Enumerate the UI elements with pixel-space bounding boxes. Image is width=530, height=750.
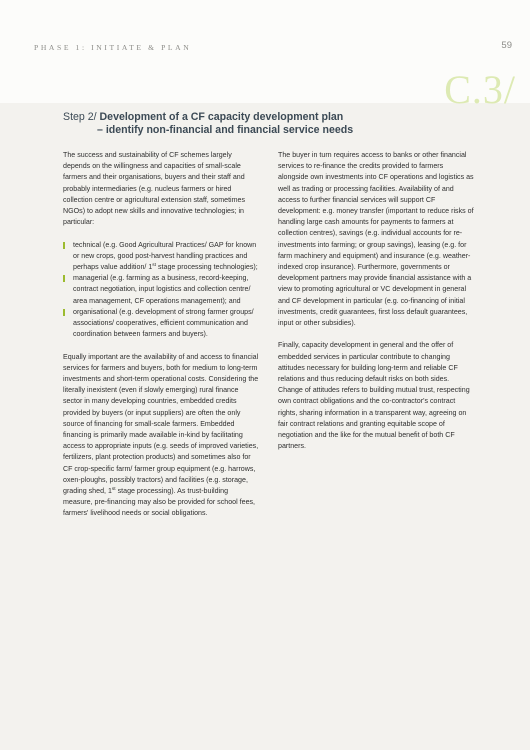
step-heading bbox=[63, 111, 483, 137]
running-header: PHASE 1: INITIATE & PLAN bbox=[34, 43, 192, 52]
list-item-text: organisational (e.g. development of strong farmer groups/ associations/ cooperatives, efficient communication and coordination between farmers and buyers). bbox=[73, 307, 254, 339]
step-title-line2: – identify non-financial and financial service needs bbox=[97, 124, 354, 136]
list-item-text: managerial (e.g. farming as a business, record-keeping, contract negotiation, input logistics and collection centre/ area management, CF operations management); and bbox=[73, 274, 251, 305]
left-column bbox=[63, 150, 259, 531]
list-item-text: technical (e.g. Good Agricultural Practices/ GAP for known or new crops, good post-harvest handling practices and perhaps value addition/ 1 bbox=[73, 240, 257, 272]
section-code: C.3/ bbox=[444, 67, 516, 112]
paragraph-text: Equally important are the availability of and access to financial services for farmers and buyers, both for medium to long-term investments and short-term operational costs. Considering the literally inexistent (even if slowly emerging) rural finance sector in many developing countries, embedded credits provided by buyers (or input suppliers) are often the only source of financing for small-scale farmers. Embedded financing is primarily made available in-kind by facilitating access to appropriate inputs (e.g. seeds of improved varieties, fertilizers, plant protection products) and sometimes also for CF crop-specific farm/ farmer group equipment (e.g. harrows, oxen-ploughs, possibly tractors) and facilities (e.g. storage, grading shed, 1 bbox=[63, 352, 259, 496]
list-item bbox=[63, 273, 259, 307]
step-title-line1: Development of a CF capacity development plan bbox=[99, 111, 344, 123]
ordinal-superscript: st bbox=[111, 487, 116, 493]
financial-services-paragraph bbox=[63, 352, 259, 520]
list-item bbox=[63, 240, 259, 274]
page-number: 59 bbox=[501, 40, 512, 51]
intro-paragraph: The success and sustainability of CF schemes largely depends on the willingness and capacities of small-scale farmers and their organisations, buyers and their staff and probably intermediaries (e.g. nucleus farmers or hired collection centre or agricultural extension staff, sometimes NGOs) to adopt new skills and innovative technologies; in particular: bbox=[63, 151, 246, 227]
list-item bbox=[63, 307, 259, 341]
step-prefix: Step 2/ bbox=[63, 111, 97, 123]
attitudes-paragraph: Finally, capacity development in general and the offer of embedded services in particular contribute to changing attitudes necessary for building long-term and reliable CF relations and thus reducing default risks on both sides. Change of attitudes refers to building mutual trust, respecting own contract obligations and the co-contractor's contract rights, sharing information in a transparent way, agreeing on fair contract relations and granting equitable scope of negotiation and the like for the mutual benefit of both CF partners. bbox=[278, 341, 470, 451]
paragraph-text-end: stage processing). As trust-building measure, pre-financing may also be provided for school fees, farmers' livelihood needs or social obligations. bbox=[63, 487, 256, 518]
capacity-list bbox=[63, 240, 259, 341]
right-column bbox=[278, 150, 474, 464]
bullet-marker bbox=[63, 242, 65, 249]
ordinal-superscript: st bbox=[152, 263, 157, 269]
bullet-marker bbox=[63, 309, 65, 316]
bullet-marker bbox=[63, 275, 65, 282]
list-item-text-end: stage processing technologies); bbox=[156, 263, 258, 272]
buyer-finance-paragraph: The buyer in turn requires access to banks or other financial services to re-finance the credits provided to farmers alongside own investments into CF operations and logistics as well as trading or processing facilities. Availability of and access to further financial services will support CF development: e.g. money transfer (important to reduce risks of handling large cash amounts for payments to farmers at collection centres), savings (e.g. individual accounts for re-investments into farming; or group savings), leasing (e.g. for farm machinery and equipment) and insurance (e.g. weather-indexed crop insurance). Furthermore, governments or development partners may provide financial assistance with a view to promoting agricultural or VC development in general and CF development in particular (e.g. co-financing of initial investments, credit guarantees, first loss default guarantees, input or other subsidies). bbox=[278, 151, 474, 328]
